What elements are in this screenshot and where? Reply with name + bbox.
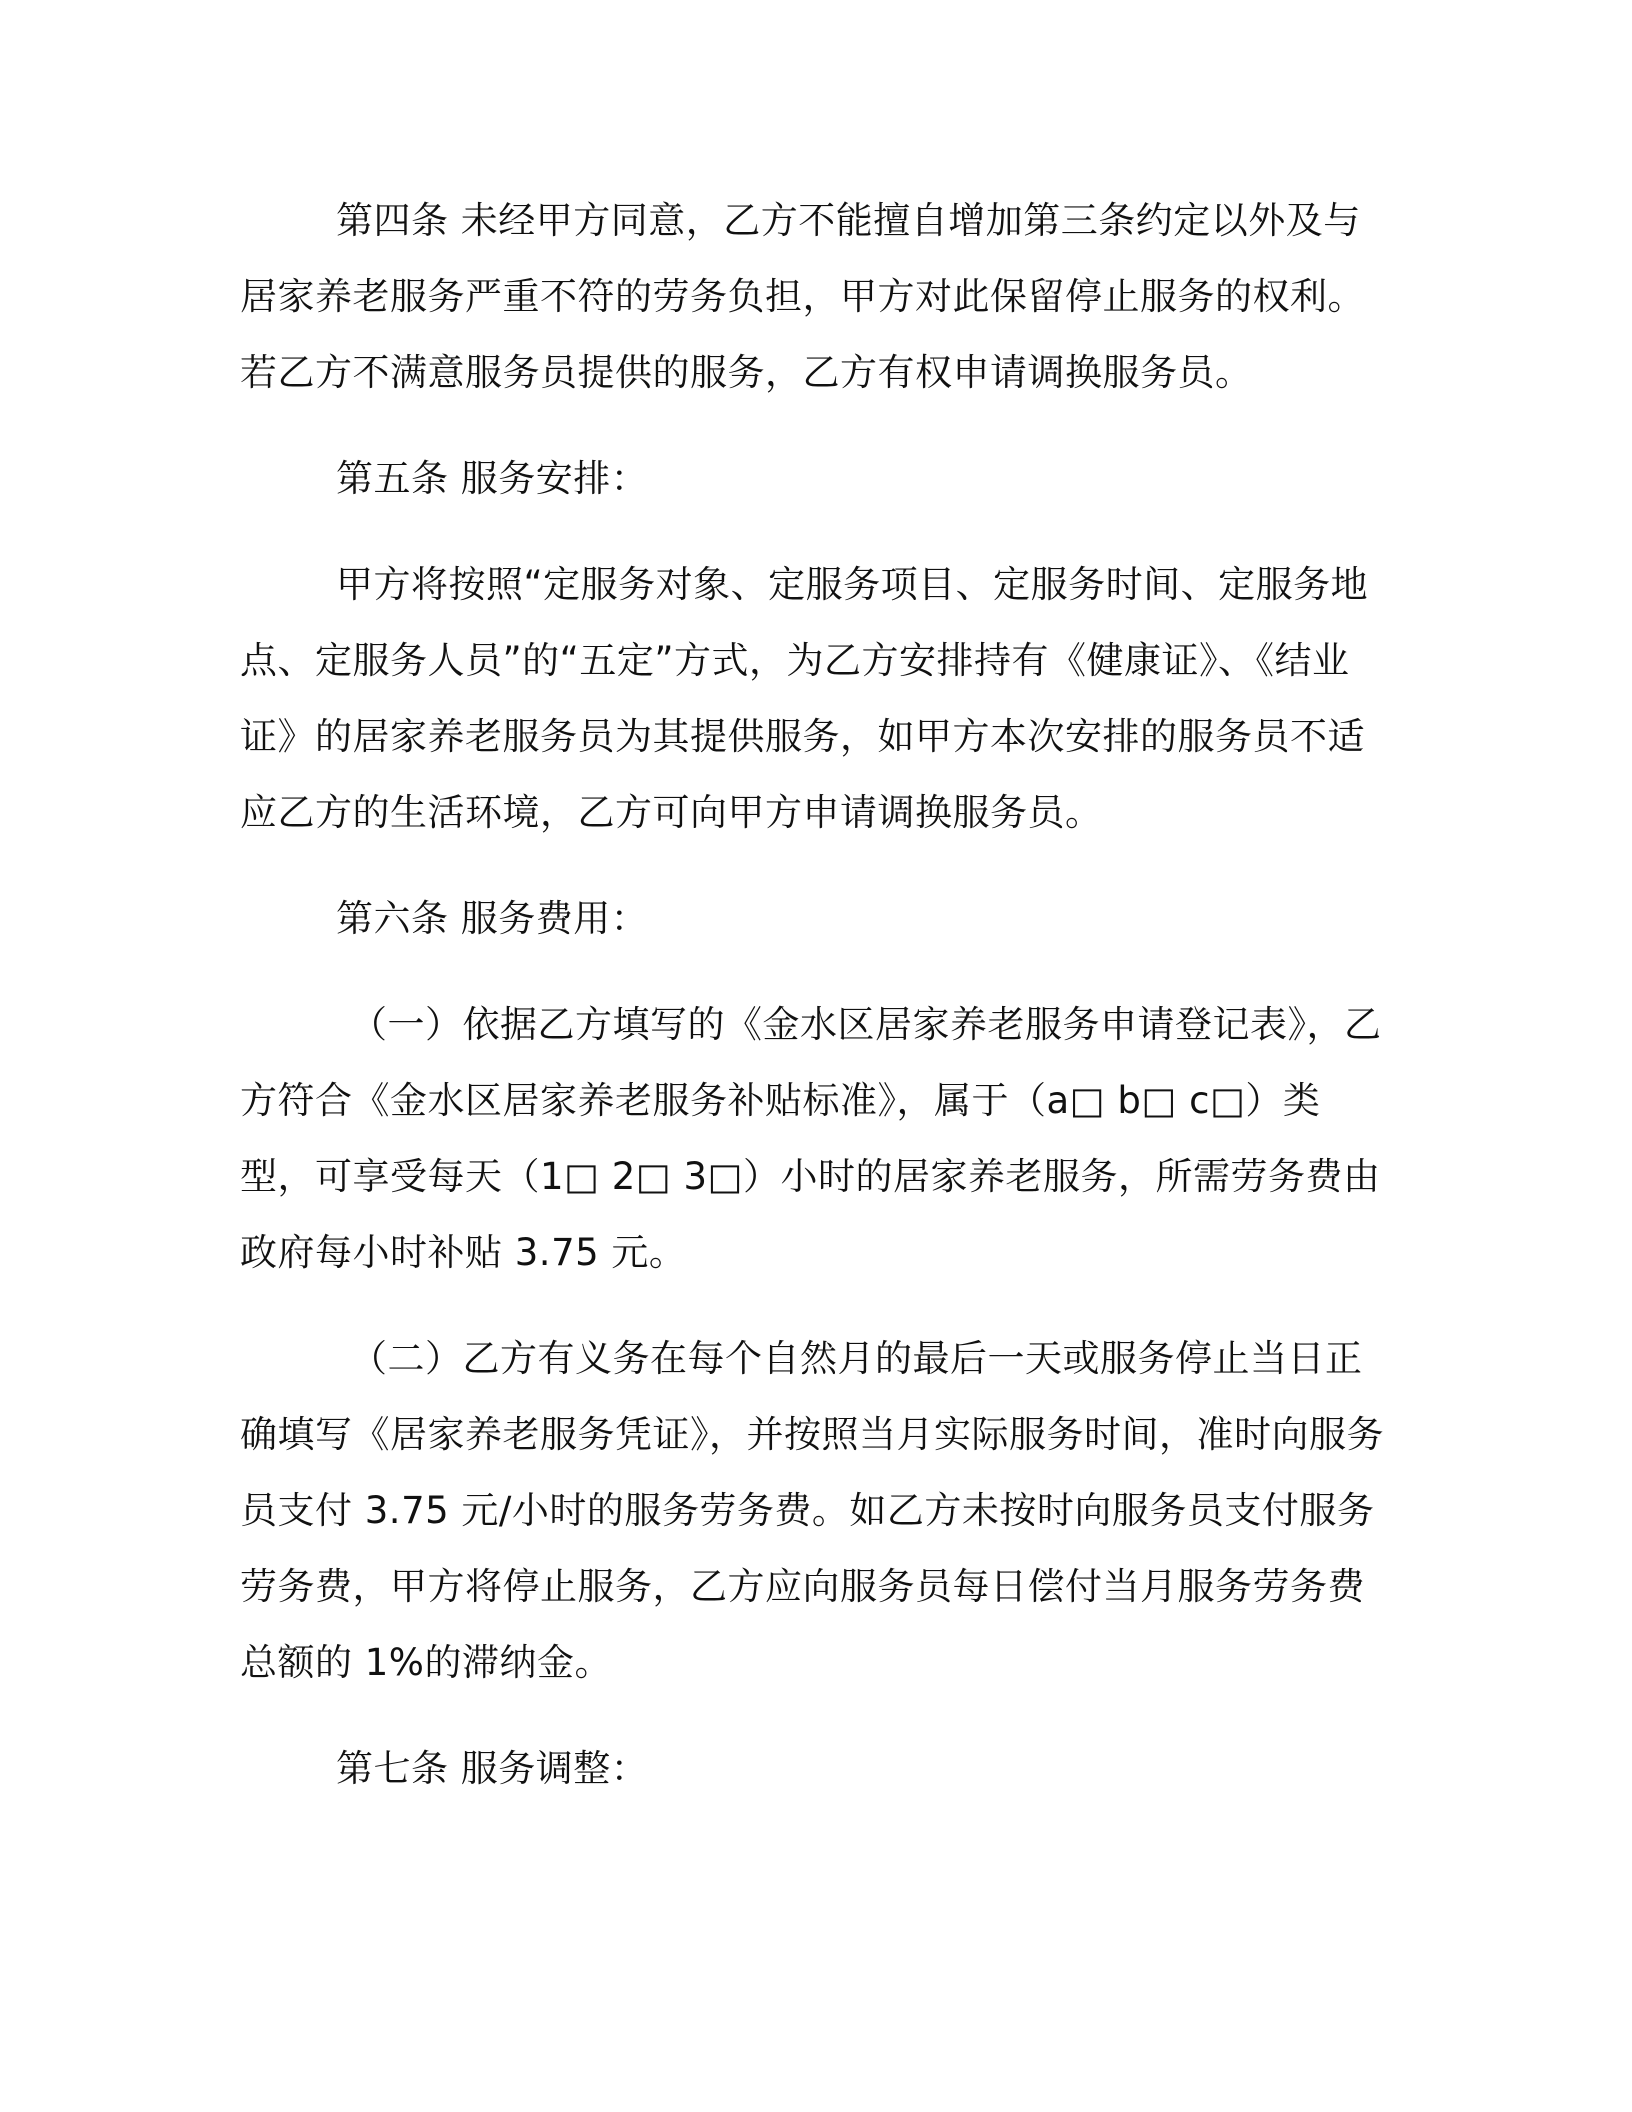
article-4-paragraph: 第四条 未经甲方同意，乙方不能擅自增加第三条约定以外及与居家养老服务严重不符的劳务负担，甲方对此保留停止服务的权利。若乙方不满意服务员提供的服务，乙方有权申请调换服务员。 [240, 199, 1365, 394]
article-7-heading: 第七条 服务调整： [336, 1747, 649, 1790]
article-6-clause-1: （一）依据乙方填写的《金水区居家养老服务申请登记表》，乙方符合《金水区居家养老服务补贴标准》，属于（a□ b□ c□）类型，可享受每天（1□ 2□ 3□）小时的居家养老服务，所需劳务费由政府每小时补贴 3.75 元。 [240, 1003, 1382, 1274]
article-6-clause-2: （二）乙方有义务在每个自然月的最后一天或服务停止当日正确填写《居家养老服务凭证》，并按照当月实际服务时间，准时向服务员支付 3.75 元/小时的服务劳务费。如乙方未按时向服务员支付服务劳务费，甲方将停止服务，乙方应向服务员每日偿付当月服务劳务费总额的 1%的滞纳金。 [240, 1337, 1384, 1684]
document-body [240, 183, 1390, 1837]
article-5-paragraph: 甲方将按照“定服务对象、定服务项目、定服务时间、定服务地点、定服务人员”的“五定”方式，为乙方安排持有《健康证》、《结业证》的居家养老服务员为其提供服务，如甲方本次安排的服务员不适应乙方的生活环境，乙方可向甲方申请调换服务员。 [240, 563, 1369, 834]
article-6-heading: 第六条 服务费用： [336, 897, 649, 940]
article-5-heading: 第五条 服务安排： [336, 457, 649, 500]
